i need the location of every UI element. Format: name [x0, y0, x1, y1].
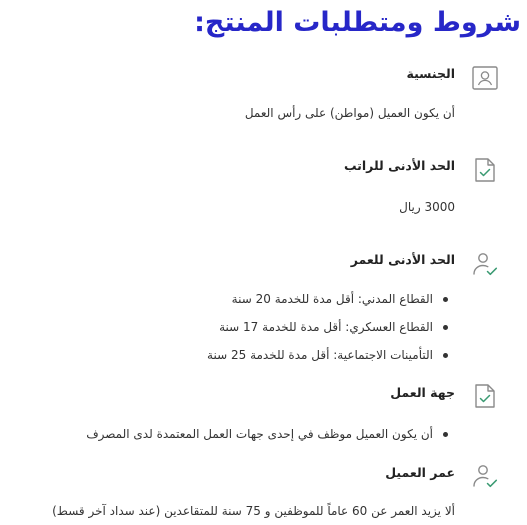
document-check-icon [471, 382, 499, 410]
min-service-list [207, 285, 451, 369]
customer-age-heading: عمر العميل [385, 465, 455, 480]
nationality-heading: الجنسية [406, 66, 455, 81]
user-check-icon [471, 462, 499, 490]
employer-heading: جهة العمل [390, 385, 455, 400]
list-item: أن يكون العميل موظف في إحدى جهات العمل المعتمدة لدى المصرف [86, 420, 451, 448]
customer-age-text: ألا يزيد العمر عن 60 عاماً للموظفين و 75 سنة للمتقاعدين (عند سداد آخر قسط) [52, 504, 455, 518]
id-card-icon [471, 64, 499, 92]
min-salary-heading: الحد الأدنى للراتب [343, 158, 455, 173]
page-title: شروط ومتطلبات المنتج: [194, 7, 521, 38]
employer-list [86, 420, 451, 448]
min-salary-text: 3000 ريال [399, 200, 455, 214]
nationality-text: أن يكون العميل (مواطن) على رأس العمل [244, 106, 455, 120]
list-item: القطاع المدني: أقل مدة للخدمة 20 سنة [207, 285, 451, 313]
list-item: التأمينات الاجتماعية: أقل مدة للخدمة 25 سنة [207, 341, 451, 369]
min-service-heading: الحد الأدنى للعمر [350, 252, 455, 267]
document-check-icon [471, 156, 499, 184]
list-item: القطاع العسكري: أقل مدة للخدمة 17 سنة [207, 313, 451, 341]
user-check-icon [471, 250, 499, 278]
